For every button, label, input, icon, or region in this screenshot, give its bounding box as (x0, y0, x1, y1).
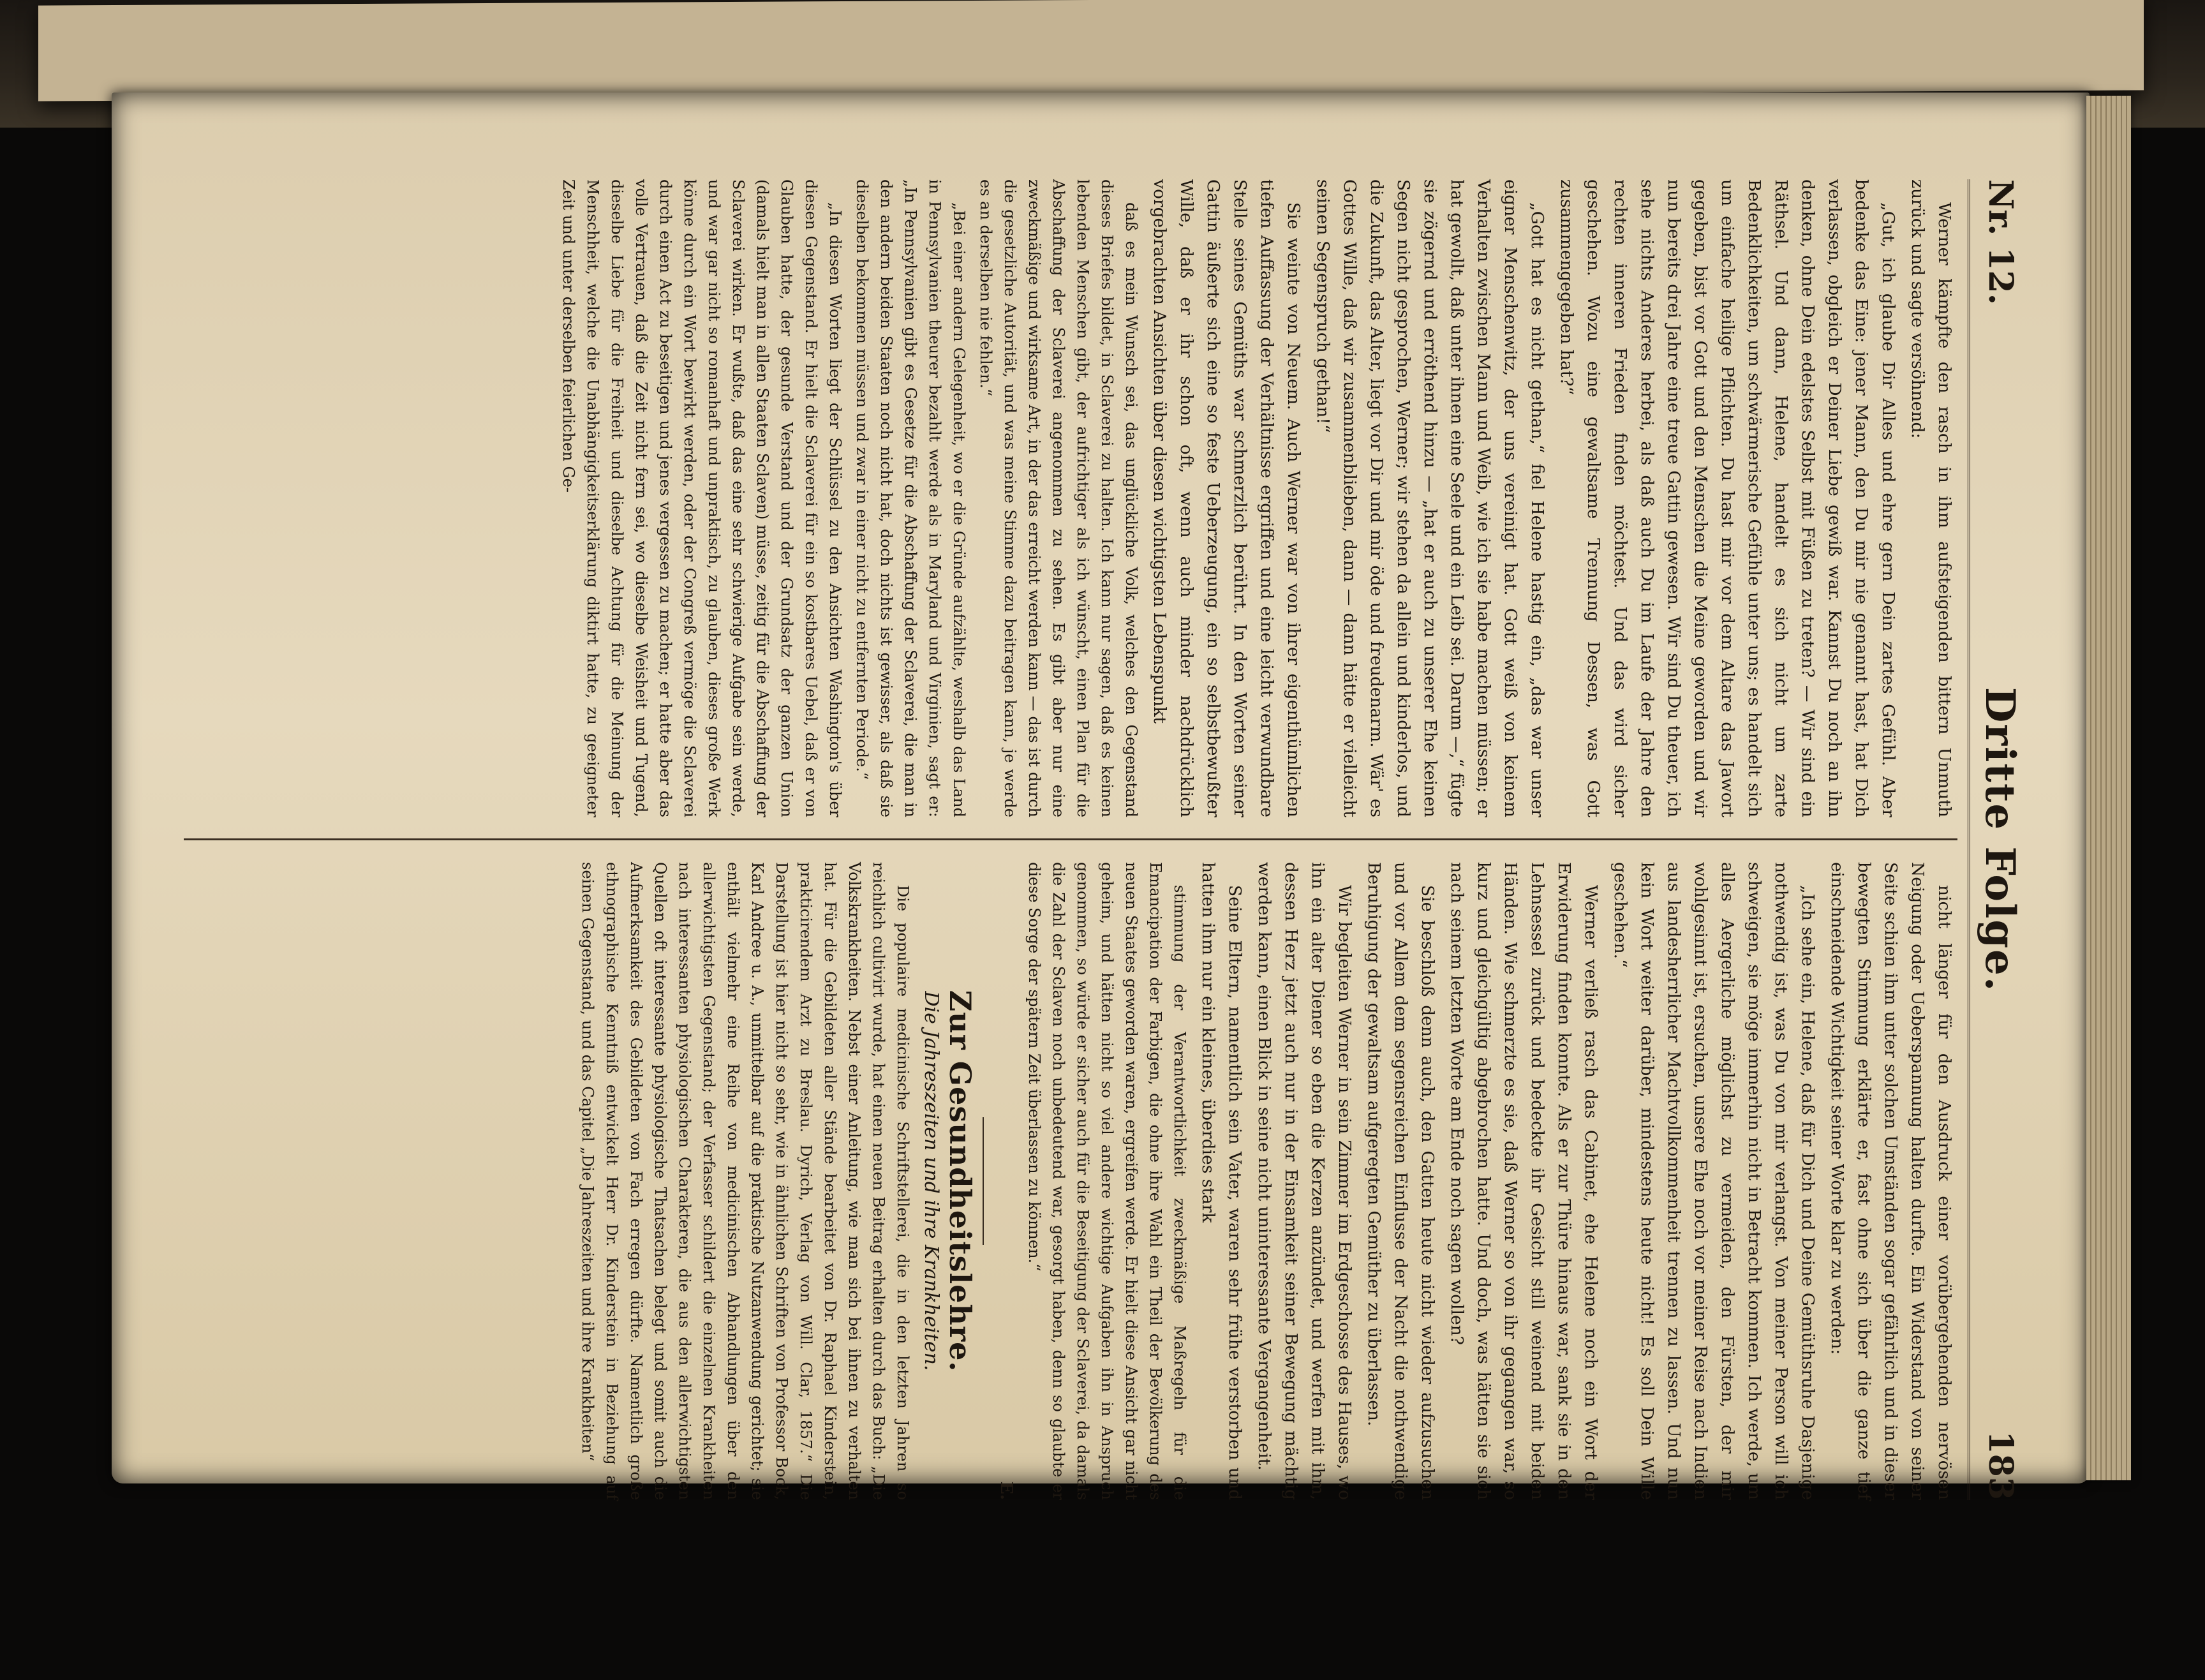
paragraph: Sie beschloß denn auch, den Gatten heute nicht wieder aufzusuchen und vor Allem dem segensreichen Einflusse der Nacht die nothwendige Beruhigung der gewaltsam aufgeregten Gemüther zu überlassen. (1364, 862, 1437, 1500)
page-number: 183 (1981, 1431, 2020, 1500)
paragraph: Seine Eltern, namentlich sein Vater, waren sehr frühe verstorben und hatten ihm nur ein kleines, überdies stark (1198, 862, 1245, 1500)
page-content (152, 154, 2053, 1526)
column-divider (184, 838, 1957, 840)
article-signature: E. (997, 1481, 1016, 1500)
page-stack-edge (2086, 96, 2131, 1480)
paragraph: „Gott hat es nicht gethan,“ fiel Helene hastig ein, „das war unser eigner Menschenwitz, der uns vereinigt hat. Gott weiß von keinem Verhalten zwischen Mann und Weib, wie ich sie habe machen müssen; er hat gewollt, daß unter ihnen eine Seele und ein Leib sei. Darum —,“ fügte sie zögernd und erröthend hinzu — „hat er auch zu unserer Ehe keinen Segen nicht gesprochen, Werner; wir stehen da allein und kinderlos, und die Zukunft, das Alter, liegt vor Dir und mir öde und freudenarm. Wär' es Gottes Wille, daß wir zusammenblieben, dann — dann hätte er vielleicht seinen Segenspruch gethan!“ (1313, 179, 1547, 817)
series-title: Dritte Folge. (1976, 687, 2024, 993)
paragraph: „Ich sehe ein, Helene, daß für Dich und Deine Gemüthsruhe Dasjenige nothwendig ist, was Du von mir verlangst. Von meiner Person will ich schweigen, sie möge immerhin nicht in Betracht kommen. Ich werde, um alles Aergerliche möglichst zu vermeiden, den Fürsten, der mir wohlgesinnt ist, ersuchen, unsere Ehe noch vor meiner Reise nach Indien aus landesherrlicher Machtvollkommenheit trennen zu lassen. Und nun kein Wort weiter darüber, mindestens heute nicht! Es soll Dein Wille geschehen.“ (1610, 862, 1818, 1500)
section-title: Zur Gesundheitslehre. (943, 990, 977, 1372)
paragraph: stimmung der Verantwortlichkeit zweckmäßige Maßregeln für die Emancipation der Farbigen, die ohne ihre Wahl ein Theil der Bevölkerung des neuen Staates geworden waren, ergreifen werde. Er hielt diese Ansicht gar nicht geheim, und hätten nicht so viel andere wichtige Aufgaben ihn in Anspruch genommen, so würde er sicher auch für die Beseitigung der Sclaverei, da damals die Zahl der Sclaven noch unbedeutend war, gesorgt haben, denn so glaubte er diese Sorge der spätern Zeit überlassen zu können.“ (1025, 862, 1189, 1500)
paragraph: Werner verließ rasch das Cabinet, ehe Helene noch ein Wort der Erwiderung finden konnte. Als er zur Thüre hinaus war, sank sie in den Lehnsessel zurück und bedeckte ihr Gesicht still weinend mit beiden Händen. Wie schmerzte es sie, daß Werner so von ihr gegangen war, so kurz und gleichgültig abgebrochen hatte. Und doch, was hätten sie sich nach seinem letzten Worte am Ende noch sagen wollen? (1447, 862, 1601, 1500)
paragraph: Wir begleiten Werner in sein Zimmer im Erdgeschosse des Hauses, wo ihn ein alter Diener so eben die Kerzen anzündet, und werfen mit ihm, dessen Herz jetzt auch nur in der Einsamkeit seiner Bewegung mächtig werden kann, einen Blick in seine nicht uninteressante Vergangenheit. (1254, 862, 1355, 1500)
page-header (1968, 179, 2034, 1500)
paragraph: daß es mein Wunsch sei, das unglückliche Volk, welches den Gegenstand dieses Briefes bildet, in Sclaverei zu halten. Ich kann nur sagen, daß es keinen lebenden Menschen gibt, der aufrichtiger als ich wünscht, einen Plan für die Abschaffung der Sclaverei angenommen zu sehen. Es gibt aber nur eine zweckmäßige und wirksame Art, in der das erreicht werden kann — das ist durch die gesetzliche Autorität, und was meine Stimme dazu beitragen kann, je werde es an derselben nie fehlen.“ (977, 179, 1140, 817)
paragraph: Werner kämpfte den rasch in ihm aufsteigenden bittern Unmuth zurück und sagte versöhnend: (1908, 179, 1954, 817)
paragraph: nicht länger für den Ausdruck einer vorübergehenden nervösen Neigung oder Ueberspannung halten durfte. Ein Widerstand von seiner Seite schien ihm unter solchen Umständen sogar gefährlich und in dieser bewegten Stimmung erklärte er, fast ohne sich über die ganze tief einschneidende Wichtigkeit seiner Worte klar zu werden: (1827, 862, 1954, 1500)
left-column (184, 179, 1957, 817)
paragraph: „Bei einer andern Gelegenheit, wo er die Gründe aufzählte, weshalb das Land in Pennsylvanien theurer bezahlt werde als in Maryland und Virginien, sagt er: „In Pennsylvanien gibt es Gesetze für die Abschaffung der Sclaverei, die man in den andern beiden Staaten noch nicht hat, doch nichts ist gewisser, als daß sie dieselben bekommen müssen und zwar in einer nicht zu entfernten Periode.“ (853, 179, 968, 817)
rotated-page-content (152, 154, 2053, 1526)
section-divider (983, 1117, 984, 1245)
section-subtitle: Die Jahreszeiten und ihre Krankheiten. (920, 991, 942, 1371)
issue-number: Nr. 12. (1981, 179, 2020, 305)
paragraph: Die populaire medicinische Schriftstellerei, die in den letzten Jahren so reichlich cultivirt wurde, hat einen neuen Beitrag erhalten durch das Buch: „Die Volkskrankheiten. Nebst einer Anleitung, wie man sich bei ihnen zu verhalten hat. Für die Gebildeten aller Stände bearbeitet von Dr. Raphael Kinderstein, prakticirendem Arzt zu Breslau. Dyrich, Verlag von Will. Clar, 1857.“ Die Darstellung ist hier nicht so sehr, wie in ähnlichen Schriften von Professor Bock, Karl Andree u. A., unmittelbar auf die praktische Nutzanwendung gerichtet; sie enthält vielmehr eine Reihe von medicinischen Abhandlungen über den allerwichtigsten Gegenstand; der Verfasser schildert die einzelnen Krankheiten nach interessanten physiologischen Charakteren, die aus den allerwichtigsten Quellen oft interessante physiologische Thatsachen belegt und somit auch die Aufmerksamkeit des Gebildeten von Fach erregen dürfte. Namentlich große ethnographische Kenntniß entwickelt Herr Dr. Kinderstein in Beziehung auf seinen Gegenstand, und das Capitel „Die Jahreszeiten und ihre Krankheiten“ (579, 862, 912, 1500)
right-column (184, 862, 1957, 1500)
paragraph: Sie weinte von Neuem. Auch Werner war von ihrer eigenthümlichen tiefen Auffassung der Verhältnisse ergriffen und eine leicht verwundbare Stelle seines Gemüths war schmerzlich berührt. In den Worten seiner Gattin äußerte sich eine so feste Ueberzeugung, ein so selbstbewußter Wille, daß er ihr schon oft, wenn auch minder nachdrücklich vorgebrachten Ansichten über diesen wichtigsten Lebenspunkt (1150, 179, 1303, 817)
previous-page-edge (38, 0, 2144, 101)
paragraph: „In diesen Worten liegt der Schlüssel zu den Ansichten Washington's über diesen Gegenstand. Er hielt die Sclaverei für ein so kostbares Uebel, daß er von Glauben hatte, der gesunde Verstand und der Grundsatz der ganzen Union (damals hielt man in allen Staaten Sclaven) müsse, zeitig für die Abschaffung der Sclaverei wirken. Er wußte, daß das eine sehr schwierige Aufgabe sein werde, und war gar nicht so romanhaft und unpraktisch, zu glauben, dieses große Werk könne durch ein Wort bewirkt werden, oder der Congreß vermöge die Sclaverei durch einen Act zu beseitigen und jenes vergessen zu machen; er hatte aber das volle Vertrauen, daß die Zeit nicht fern sei, wo dieselbe Weisheit und Tugend, dieselbe Liebe für die Freiheit und dieselbe Achtung für die Meinung der Menschheit, welche die Unabhängigkeitserklärung diktirt hatte, zu geeigneter Zeit und unter derselben feierlichen Ge- (560, 179, 844, 817)
paragraph: „Gut, ich glaube Dir Alles und ehre gern Dein zartes Gefühl. Aber bedenke das Eine: jener Mann, den Du mir nie genannt hast, hat Dich verlassen, obgleich er Deiner Liebe gewiß war. Kannst Du noch an ihn denken, ohne Dein edelstes Selbst mit Füßen zu treten? — Wir sind ein Räthsel. Und dann, Helene, handelt es sich nicht um zarte Bedenklichkeiten, um schwärmerische Gefühle unter uns; es handelt sich um einfache heilige Pflichten. Du hast mir vor dem Altare das Jawort gegeben, bist vor Gott und den Menschen die Meine geworden und wir nun bereits drei Jahre eine treue Gattin gewesen. Wir sind Du theuer, ich sehe nichts Anderes herbei, als daß auch Du im Laufe der Jahre den rechten inneren Frieden finden möchtest. Und das wird sicher geschehen. Wozu eine gewaltsame Trennung Dessen, was Gott zusammengegeben hat?“ (1557, 179, 1898, 817)
